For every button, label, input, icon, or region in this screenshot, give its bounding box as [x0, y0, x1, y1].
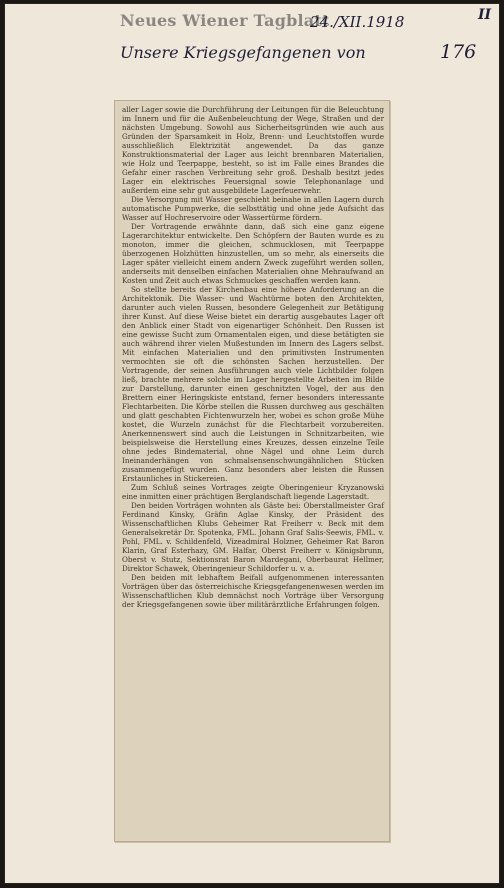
- handwritten-note: Unsere Kriegsgefangenen von: [120, 43, 366, 62]
- article-paragraph: Die Versorgung mit Wasser geschieht beinahe in allen Lagern durch automatische Pumpwerke, die selbsttätig und ohne jede Aufsicht das Wasser auf Hochreservoire oder Wassertürme fördern.: [122, 195, 384, 222]
- article-column: [122, 105, 384, 609]
- archive-sheet: [4, 3, 500, 884]
- article-paragraph: Zum Schluß seines Vortrages zeigte Oberingenieur Kryzanowski eine inmitten einer prächtigen Berglandschaft liegende Lagerstadt.: [122, 483, 384, 501]
- article-paragraph: Der Vortragende erwähnte dann, daß sich eine ganz eigene Lagerarchitektur entwickelte. Den Schöpfern der Bauten wurde es zu monoton, immer die gleichen, schmucklosen, mit Teerpappe überzogenen Holzhütten hinzustellen, um so mehr, als einerseits die Lager später vielleicht einem andern Zweck zugeführt werden sollen, anderseits mit denselben einfachen Materialien ohne Mehraufwand an Kosten und Zeit auch etwas Schmuckes geschaffen werden kann.: [122, 222, 384, 285]
- newspaper-clipping: [114, 100, 390, 842]
- handwritten-date: 24./XII.1918: [310, 13, 405, 31]
- handwritten-corner-mark: II: [478, 7, 492, 23]
- article-paragraph: Den beiden mit lebhaftem Beifall aufgenommenen interessanten Vorträgen über das österreichische Kriegsgefangenenwesen werden im Wissenschaftlichen Klub demnächst noch Vorträge über Versorgung der Kriegsgefangenen sowie über militärärztliche Erfahrungen folgen.: [122, 573, 384, 609]
- article-paragraph: aller Lager sowie die Durchführung der Leitungen für die Beleuchtung im Innern und für die Außenbeleuchtung der Wege, Straßen und der nächsten Umgebung. Sowohl aus Sicherheitsgründen wie auch aus Gründen der Sparsamkeit in Holz, Brenn- und Leuchtstoffen wurde ausschließlich Elektrizität angewendet. Da das ganze Konstruktionsmaterial der Lager aus leicht brennbaren Materialien, wie Holz und Teerpappe, besteht, so ist im Falle eines Brandes die Gefahr einer raschen Verbreitung sehr groß. Deshalb besitzt jedes Lager ein elektrisches Feuersignal sowie Telephonanlage und außerdem eine sehr gut ausgebildete Lagerfeuerwehr.: [122, 105, 384, 195]
- article-paragraph: Den beiden Vorträgen wohnten als Gäste bei: Oberstallmeister Graf Ferdinand Kinsky, Gräfin Aglae Kinsky, der Präsident des Wissenschaftlichen Klubs Geheimer Rat Freiherr v. Beck mit dem Generalsekretär Dr. Spotenka, FML. Johann Graf Salis-Seewis, FML. v. Pohl, FML. v. Schildenfeld, Vizeadmiral Holzner, Geheimer Rat Baron Klarin, Graf Esterhazy, GM. Halfar, Oberst Freiherr v. Königsbrunn, Oberst v. Stutz, Sektionsrat Baron Mardegani, Oberbaurat Hellmer, Direktor Schawek, Oberingenieur Schildorfer u. v. a.: [122, 501, 384, 573]
- article-paragraph: So stellte bereits der Kirchenbau eine höhere Anforderung an die Architektonik. Die Wasser- und Wachtürme boten den Architekten, darunter auch vielen Russen, besondere Gelegenheit zur Betätigung ihrer Kunst. Auf diese Weise bietet ein derartig ausgebautes Lager oft den Anblick einer Stadt von eigenartiger Schönheit. Den Russen ist eine gewisse Sucht zum Ornamentalen eigen, und diese betätigten sie auch während ihrer vielen Mußestunden im Innern des Lagers selbst. Mit einfachen Materialien und den primitivsten Instrumenten vermochten sie oft die schönsten Sachen herzustellen. Der Vortragende, der seinen Ausführungen auch viele Lichtbilder folgen ließ, brachte mehrere solche im Lager hergestellte Arbeiten im Bilde zur Darstellung, darunter einen geschnitzten Vogel, der aus den Brettern einer Heringskiste entstand, ferner besonders interessante Flechtarbeiten. Die Körbe stellen die Russen durchweg aus geschälten und glatt geschabten Fichtenwurzeln her, wobei es schon große Mühe kostet, die Wurzeln zunächst für die Flechtarbeit vorzubereiten. Anerkennenswert sind auch die Leistungen in Schnitzarbeiten, wie beispielsweise die Herstellung eines Kreuzes, dessen einzelne Teile ohne jedes Bindematerial, ohne Nägel und ohne Leim durch Ineinanderhängen von schmalsensenschwungähnlichen Stücken zusammengefügt wurden. Ganz besonders aber leisten die Russen Erstaunliches in Stickereien.: [122, 285, 384, 483]
- handwritten-number: 176: [440, 41, 477, 63]
- newspaper-masthead: Neues Wiener Tagblatt: [120, 11, 330, 30]
